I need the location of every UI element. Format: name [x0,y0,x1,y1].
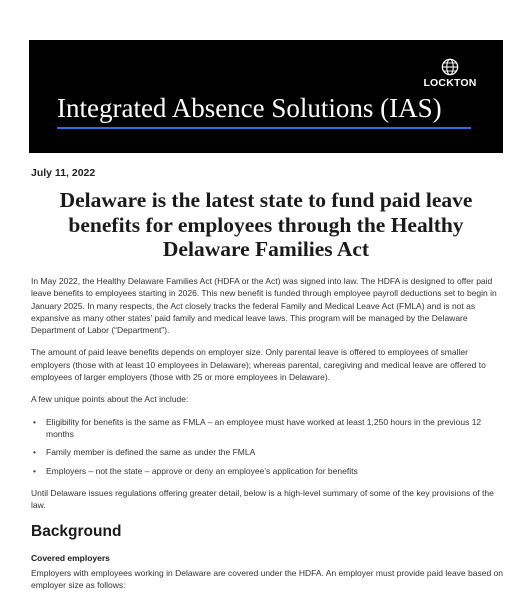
article-headline: Delaware is the latest state to fund paid leave benefits for employees through the Healthy Delaware Families Act [59,188,473,261]
bullet-icon: • [33,465,36,476]
list-item-text: Employers – not the state – approve or deny an employee’s application for benefits [46,465,358,476]
banner-title: Integrated Absence Solutions (IAS) [57,93,442,123]
covered-employers-heading: Covered employers [31,553,110,564]
article-body [31,275,505,601]
logo-wordmark: LOCKTON [423,77,477,89]
banner-underline [57,127,471,129]
covered-employers-paragraph: Employers with employees working in Delaware are covered under the HDFA. An employer must provide paid leave based on employer size as follows: [31,567,503,591]
background-heading: Background [31,523,122,541]
list-item-text: Eligibility for benefits is the same as FMLA – an employee must have worked at least 1,250 hours in the previous 12 months [46,416,482,439]
intro-paragraph: In May 2022, the Healthy Delaware Families Act (HDFA or the Act) was signed into law. The HDFA is designed to offer paid leave benefits to employees starting in 2026. This new benefit is funded through employee payroll deductions set to begin in January 2025. In many respects, the Act closely tracks the federal Family and Medical Leave Act (FMLA) and is not as expansive as many other states' paid family and medical leave laws. This program will be managed by the Delaware Department of Labor (“Department”). [31,276,497,336]
globe-icon [441,58,459,76]
summary-paragraph: Until Delaware issues regulations offering greater detail, below is a high-level summary of some of the key provisions of the law. [31,487,494,511]
publish-date: July 11, 2022 [31,167,96,179]
benefits-paragraph: The amount of paid leave benefits depends on employer size. Only parental leave is offered to employees of smaller employers (those with at least 10 employees in Delaware); whereas parental, caregiving and medical leave are offered to employees of larger employers (those with 25 or more employees in Delaware). [31,347,486,383]
list-item [31,446,505,458]
bullet-icon: • [33,447,36,458]
header-banner [29,40,503,153]
list-item-text: Family member is defined the same as under the FMLA [46,447,256,458]
points-intro: A few unique points about the Act include: [31,394,189,405]
list-item [31,465,505,477]
lockton-logo [417,58,483,89]
bullet-icon: • [33,416,36,427]
points-list [31,416,505,477]
list-item [31,416,505,441]
